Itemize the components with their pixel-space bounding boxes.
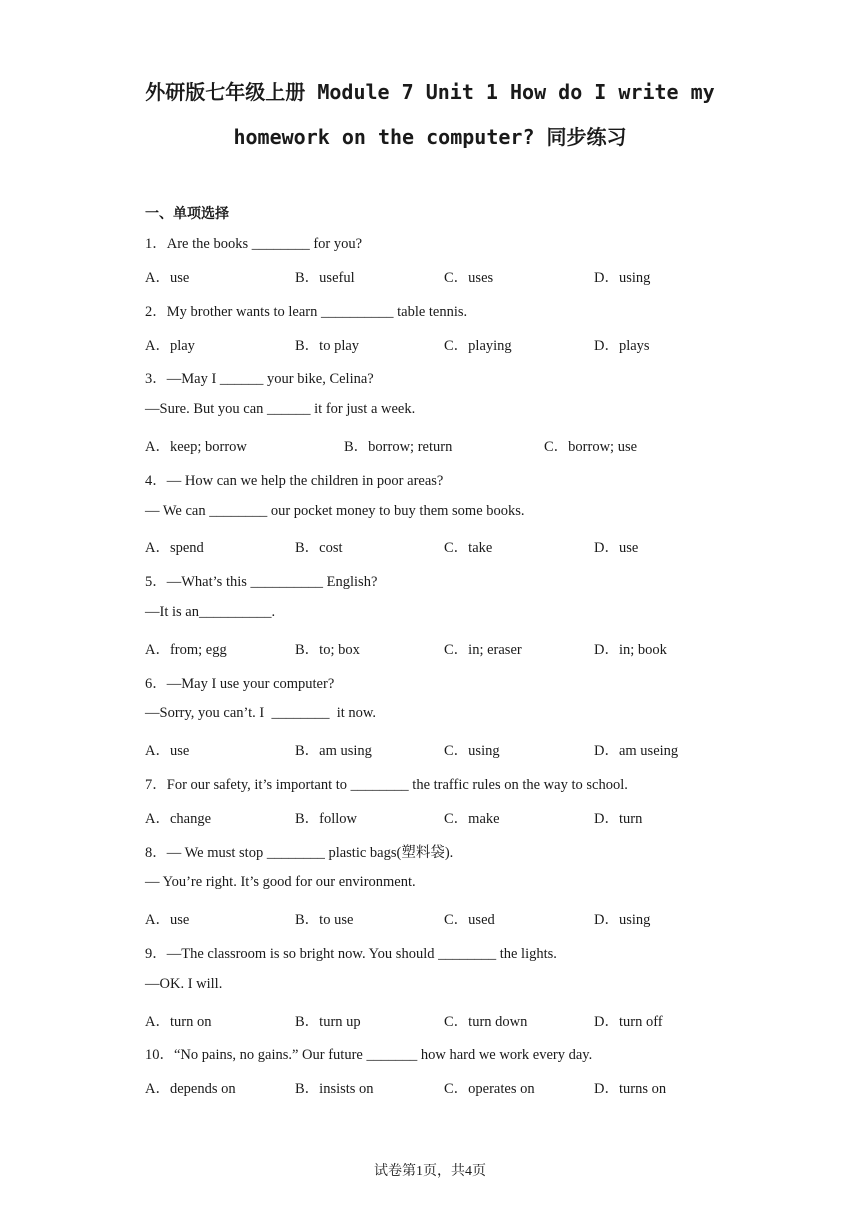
question-9-line-2: —OK. I will. bbox=[145, 976, 223, 992]
question-7-option-a[interactable]: A．change bbox=[145, 811, 212, 827]
question-5-option-b[interactable]: B．to; box bbox=[295, 642, 360, 658]
question-3-option-a[interactable]: A．keep; borrow bbox=[145, 439, 247, 455]
question-9-stem: 9．—The classroom is so bright now. You should ________ the lights. bbox=[145, 946, 557, 962]
question-4-line-2: — We can ________ our pocket money to buy them some books. bbox=[145, 503, 525, 519]
question-2-option-c[interactable]: C．playing bbox=[444, 338, 512, 354]
page-footer: 试卷第1页，共4页 bbox=[374, 1164, 486, 1179]
question-1-stem: 1．Are the books ________ for you? bbox=[145, 236, 363, 252]
question-10-option-b[interactable]: B．insists on bbox=[295, 1081, 374, 1097]
question-8-line-2: — You’re right. It’s good for our environment. bbox=[145, 874, 416, 890]
section-heading: 一、单项选择 bbox=[145, 206, 229, 222]
question-1-option-a[interactable]: A．use bbox=[145, 270, 190, 286]
question-9-option-c[interactable]: C．turn down bbox=[444, 1014, 528, 1030]
question-8-option-d[interactable]: D．using bbox=[594, 912, 651, 928]
question-10-option-a[interactable]: A．depends on bbox=[145, 1081, 236, 1097]
question-5-stem: 5．—What’s this __________ English? bbox=[145, 574, 378, 590]
question-8-option-b[interactable]: B．to use bbox=[295, 912, 354, 928]
question-2-option-a[interactable]: A．play bbox=[145, 338, 195, 354]
question-4-stem: 4．— How can we help the children in poor areas? bbox=[145, 473, 444, 489]
question-8-option-a[interactable]: A．use bbox=[145, 912, 190, 928]
question-5-line-2: —It is an__________. bbox=[145, 604, 276, 620]
question-3-stem: 3．—May I ______ your bike, Celina? bbox=[145, 371, 374, 387]
question-3-option-b[interactable]: B．borrow; return bbox=[344, 439, 453, 455]
question-6-option-a[interactable]: A．use bbox=[145, 743, 190, 759]
question-6-option-c[interactable]: C．using bbox=[444, 743, 500, 759]
question-2-option-b[interactable]: B．to play bbox=[295, 338, 360, 354]
question-4-option-b[interactable]: B．cost bbox=[295, 540, 343, 556]
question-6-option-d[interactable]: D．am useing bbox=[594, 743, 679, 759]
question-5-option-a[interactable]: A．from; egg bbox=[145, 642, 227, 658]
question-8-stem: 8．— We must stop ________ plastic bags(塑料袋). bbox=[145, 845, 454, 861]
question-10-stem: 10．“No pains, no gains.” Our future _______ how hard we work every day. bbox=[145, 1047, 593, 1063]
question-4-option-c[interactable]: C．take bbox=[444, 540, 493, 556]
question-7-option-d[interactable]: D．turn bbox=[594, 811, 643, 827]
question-2-option-d[interactable]: D．plays bbox=[594, 338, 650, 354]
page-title-line-2: homework on the computer? 同步练习 bbox=[233, 125, 627, 149]
page-title-line-1: 外研版七年级上册 Module 7 Unit 1 How do I write my bbox=[145, 80, 715, 104]
question-10-option-c[interactable]: C．operates on bbox=[444, 1081, 535, 1097]
question-4-option-d[interactable]: D．use bbox=[594, 540, 639, 556]
question-10-option-d[interactable]: D．turns on bbox=[594, 1081, 667, 1097]
question-4-option-a[interactable]: A．spend bbox=[145, 540, 204, 556]
question-9-option-d[interactable]: D．turn off bbox=[594, 1014, 663, 1030]
question-7-option-b[interactable]: B．follow bbox=[295, 811, 358, 827]
question-1-option-b[interactable]: B．useful bbox=[295, 270, 355, 286]
question-6-line-2: —Sorry, you can’t. I ________ it now. bbox=[145, 705, 377, 721]
question-7-option-c[interactable]: C．make bbox=[444, 811, 500, 827]
question-6-option-b[interactable]: B．am using bbox=[295, 743, 372, 759]
question-1-option-c[interactable]: C．uses bbox=[444, 270, 494, 286]
question-3-line-2: —Sure. But you can ______ it for just a week. bbox=[145, 401, 416, 417]
question-3-option-c[interactable]: C．borrow; use bbox=[544, 439, 638, 455]
question-7-stem: 7．For our safety, it’s important to ________ the traffic rules on the way to school. bbox=[145, 777, 628, 793]
question-2-stem: 2．My brother wants to learn __________ table tennis. bbox=[145, 304, 468, 320]
question-9-option-a[interactable]: A．turn on bbox=[145, 1014, 212, 1030]
question-5-option-d[interactable]: D．in; book bbox=[594, 642, 667, 658]
question-1-option-d[interactable]: D．using bbox=[594, 270, 651, 286]
question-5-option-c[interactable]: C．in; eraser bbox=[444, 642, 522, 658]
question-6-stem: 6．—May I use your computer? bbox=[145, 676, 335, 692]
question-9-option-b[interactable]: B．turn up bbox=[295, 1014, 361, 1030]
question-8-option-c[interactable]: C．used bbox=[444, 912, 495, 928]
